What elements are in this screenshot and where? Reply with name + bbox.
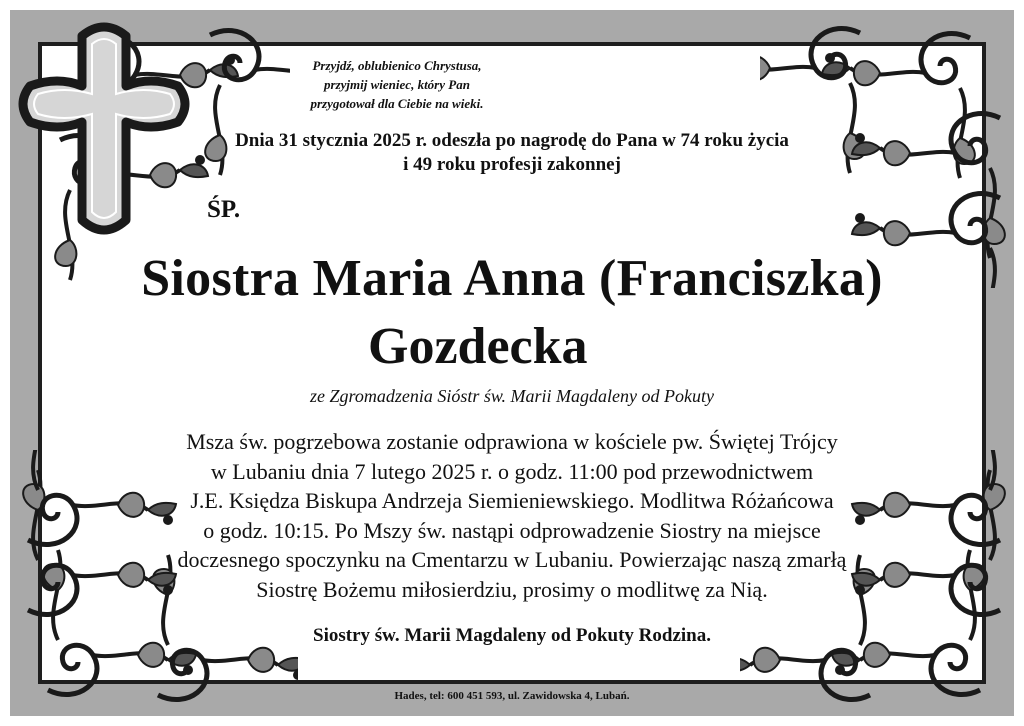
congregation: ze Zgromadzenia Sióstr św. Marii Magdaleny od Pokuty <box>310 386 714 406</box>
sp-label: ŚP. <box>207 196 241 223</box>
body-line: o godz. 10:15. Po Mszy św. nastąpi odprowadzenie Siostry na miejsce <box>203 517 821 543</box>
verse-line: przyjmij wieniec, który Pan <box>324 77 470 92</box>
signature: Siostry św. Marii Magdaleny od Pokuty Rodzina. <box>313 625 711 646</box>
verse <box>262 56 532 113</box>
funeral-details <box>0 427 1024 604</box>
announcement-line: Dnia 31 stycznia 2025 r. odeszła po nagrodę do Pana w 74 roku życia <box>235 130 789 151</box>
body-line: Msza św. pogrzebowa zostanie odprawiona w kościele pw. Świętej Trójcy <box>186 429 838 454</box>
deceased-name-line1: Siostra Maria Anna (Franciszka) <box>141 250 883 307</box>
verse-line: Przyjdź, oblubienico Chrystusa, <box>312 58 482 73</box>
deceased-name-line2: Gozdecka <box>368 318 588 375</box>
body-line: Siostrę Bożemu miłosierdziu, prosimy o modlitwę za Nią. <box>256 576 768 602</box>
funeral-home-footer: Hades, tel: 600 451 593, ul. Zawidowska 4, Lubań. <box>394 690 630 702</box>
announcement-line: i 49 roku profesji zakonnej <box>403 154 621 175</box>
body-line: doczesnego spoczynku na Cmentarzu w Lubaniu. Powierzając naszą zmarłą <box>177 547 847 572</box>
death-announcement <box>0 129 1024 177</box>
verse-line: przygotował dla Ciebie na wieki. <box>310 96 484 111</box>
body-line: J.E. Księdza Biskupa Andrzeja Siemieniewskiego. Modlitwa Różańcowa <box>190 488 834 513</box>
body-line: w Lubaniu dnia 7 lutego 2025 r. o godz. 11:00 pod przewodnictwem <box>210 458 814 484</box>
